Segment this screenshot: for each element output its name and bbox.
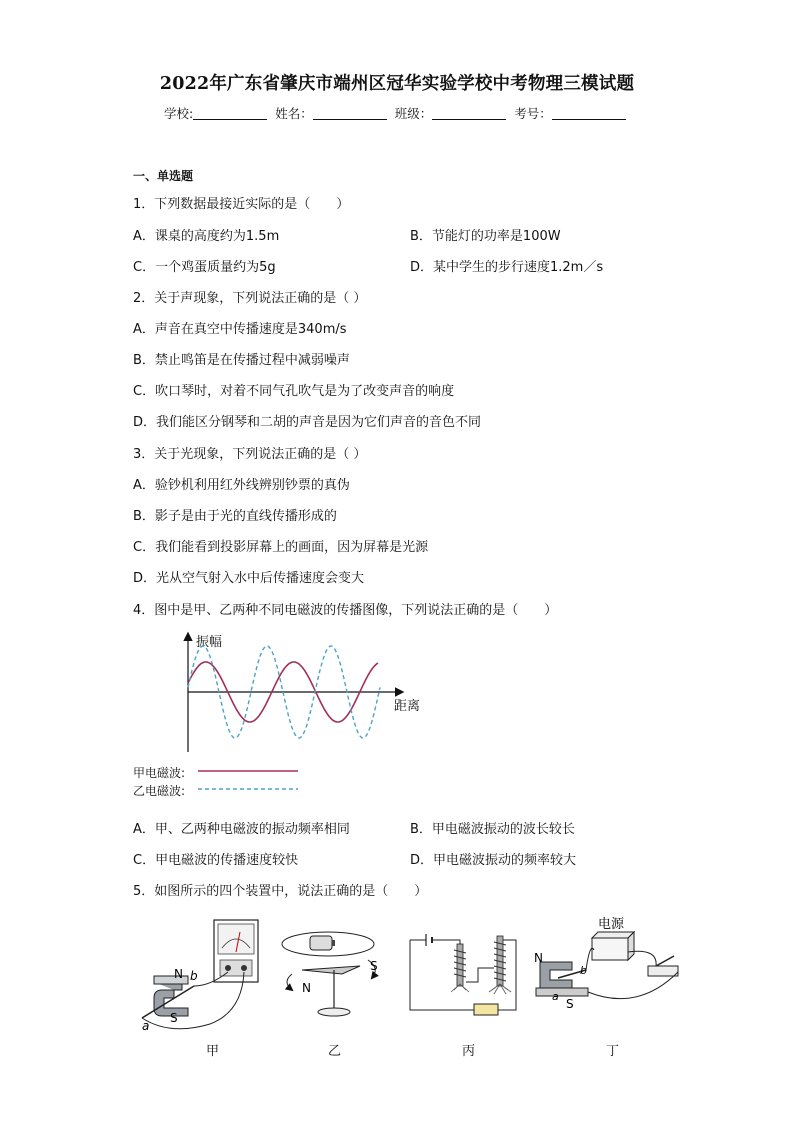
power-supply — [592, 932, 634, 960]
q5-stem: 5．如图所示的四个装置中，说法正确的是（ ） — [133, 884, 428, 899]
name-label: 姓名： — [275, 106, 313, 121]
label-a: a — [142, 1019, 150, 1033]
legend-jia-line — [196, 764, 300, 778]
q4-stem: 4．图中是甲、乙两种不同电磁波的传播图像，下列说法正确的是（ ） — [133, 603, 558, 618]
q1-option-c: C．一个鸡蛋质量约为5g — [133, 260, 276, 275]
yi-label-n: N — [302, 981, 311, 995]
label-s: S — [170, 1011, 178, 1025]
device-bing-electromagnet — [404, 926, 524, 1022]
q4-option-c: C．甲电磁波的传播速度较快 — [133, 853, 299, 868]
power-label: 电源 — [598, 917, 625, 932]
ding-label-a: a — [552, 990, 559, 1003]
nail-coil-right — [489, 936, 511, 994]
q4-option-d: D．甲电磁波振动的频率较大 — [410, 853, 577, 868]
q2-option-c: C．吹口琴时，对着不同气孔吹气是为了改变声音的响度 — [133, 384, 455, 399]
q1-stem: 1．下列数据最接近实际的是（ ） — [133, 197, 350, 212]
q1-option-a: A．课桌的高度约为1.5m — [133, 229, 280, 244]
q3-option-c: C．我们能看到投影屏幕上的画面，因为屏幕是光源 — [133, 540, 429, 555]
q2-option-a: A．声音在真空中传播速度是340m/s — [133, 322, 347, 337]
battery — [310, 936, 332, 950]
school-label: 学校: — [164, 106, 194, 121]
class-label: 班级： — [394, 106, 433, 121]
galvanometer — [214, 920, 258, 982]
number-label: 考号： — [514, 106, 552, 121]
caption-yi: 乙 — [328, 1044, 342, 1059]
caption-ding: 丁 — [606, 1044, 620, 1059]
q2-stem: 2．关于声现象，下列说法正确的是（ ） — [133, 291, 367, 306]
ding-label-n: N — [534, 951, 543, 965]
q2-option-d: D．我们能区分钢琴和二胡的声音是因为它们声音的音色不同 — [133, 415, 482, 430]
q3-option-a: A．验钞机利用红外线辨别钞票的真伪 — [133, 478, 350, 493]
x-axis-label: 距离 — [394, 699, 421, 714]
yi-label-s: S — [370, 959, 378, 973]
legend-yi-label: 乙电磁波: — [133, 784, 186, 798]
q1-option-b: B．节能灯的功率是100W — [410, 229, 561, 244]
compass-needle — [302, 966, 360, 974]
q1-option-d: D．某中学生的步行速度1.2m／s — [410, 260, 604, 275]
ding-label-b: b — [580, 964, 587, 977]
q3-option-d: D．光从空气射入水中后传播速度会变大 — [133, 571, 365, 586]
class-blank[interactable] — [432, 107, 506, 120]
legend-yi-line — [196, 782, 300, 796]
device-yi-oersted — [272, 918, 392, 1036]
label-n: N — [174, 967, 183, 981]
ding-label-s: S — [566, 997, 574, 1011]
device-jia-galvanometer — [130, 912, 270, 1038]
section-heading: 一、单选题 — [133, 169, 194, 183]
q4-option-b: B．甲电磁波振动的波长较长 — [410, 822, 575, 837]
student-info-line — [164, 104, 630, 122]
q2-option-b: B．禁止鸣笛是在传播过程中减弱噪声 — [133, 353, 350, 368]
number-blank[interactable] — [552, 107, 626, 120]
school-blank[interactable] — [193, 107, 267, 120]
nail-coil-left — [451, 944, 469, 992]
q3-option-b: B．影子是由于光的直线传播形成的 — [133, 509, 337, 524]
page-title: 2022年广东省肇庆市端州区冠华实验学校中考物理三模试题 — [159, 74, 635, 94]
label-b: b — [190, 969, 198, 983]
device-ding-motor — [528, 912, 688, 1014]
switch — [648, 956, 678, 976]
name-blank[interactable] — [313, 107, 387, 120]
rheostat — [474, 1004, 498, 1015]
caption-jia: 甲 — [206, 1044, 220, 1059]
u-magnet — [154, 976, 188, 1016]
q3-stem: 3．关于光现象，下列说法正确的是（ ） — [133, 447, 367, 462]
caption-bing: 丙 — [462, 1044, 476, 1059]
wave-graph — [150, 628, 440, 758]
q4-option-a: A．甲、乙两种电磁波的振动频率相同 — [133, 822, 350, 837]
y-axis-label: 振幅 — [196, 635, 223, 650]
legend-jia-label: 甲电磁波: — [133, 766, 186, 780]
